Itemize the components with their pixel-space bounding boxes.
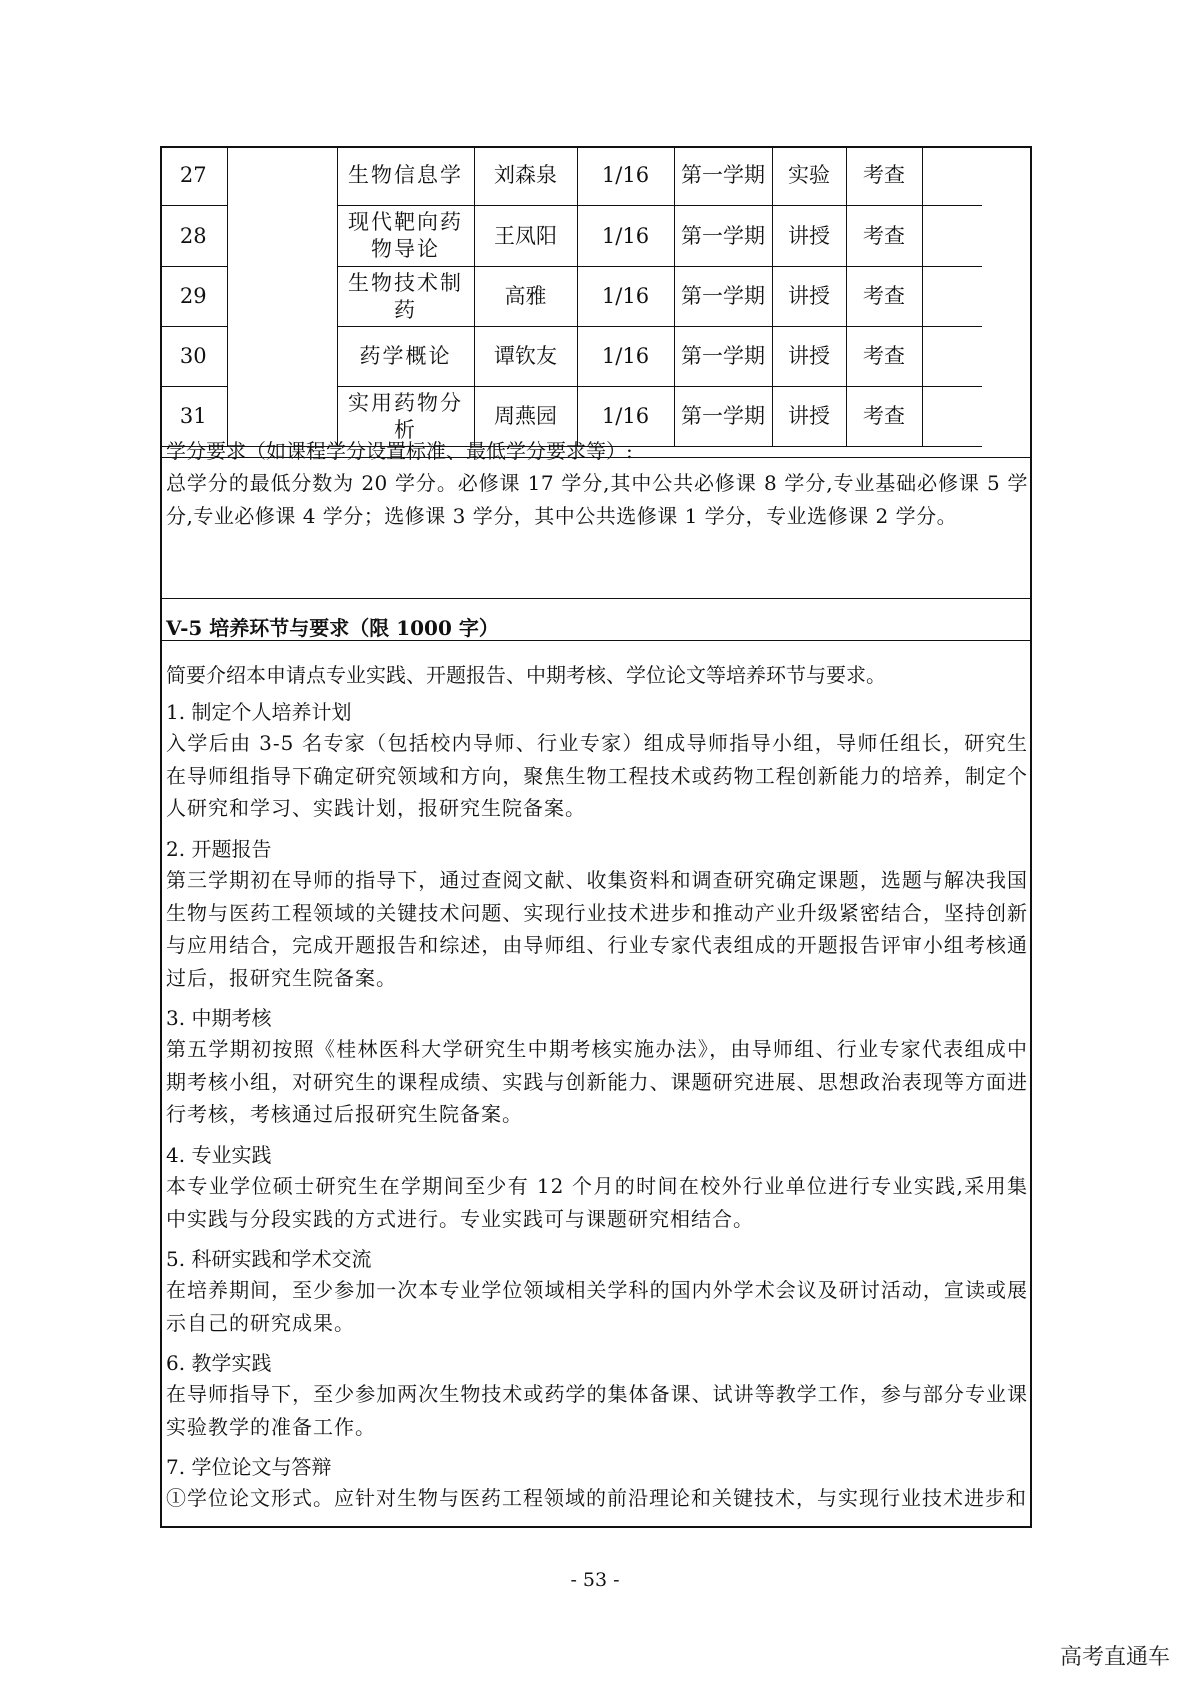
course-number: 31 xyxy=(160,387,227,447)
course-assessment: 考查 xyxy=(846,327,922,387)
item-heading-3: 3. 中期考核 xyxy=(166,1006,272,1030)
section-title: V-5 培养环节与要求（限 1000 字） xyxy=(166,616,499,640)
credit-requirements-text: 总学分的最低分数为 20 学分。必修课 17 学分,其中公共必修课 8 学分,专业基础必修课 5 学分,专业必修课 4 学分；选修课 3 学分，其中公共选修课 1 学分，专业选修课 2 学分。 xyxy=(166,471,1028,528)
item-heading-5: 5. 科研实践和学术交流 xyxy=(166,1247,372,1271)
item-text-1: 入学后由 3-5 名专家（包括校内导师、行业专家）组成导师指导小组，导师任组长，研究生在导师组指导下确定研究领域和方向，聚焦生物工程技术或药物工程创新能力的培养，制定个人研究和学习、实践计划，报研究生院备案。 xyxy=(166,731,1028,820)
table-row xyxy=(160,146,982,206)
course-method: 讲授 xyxy=(772,327,846,387)
course-assessment: 考查 xyxy=(846,267,922,327)
course-semester: 第一学期 xyxy=(674,146,772,206)
course-semester: 第一学期 xyxy=(674,267,772,327)
item-text-5: 在培养期间，至少参加一次本专业学位领域相关学科的国内外学术会议及研讨活动，宣读或展示自己的研究成果。 xyxy=(166,1278,1028,1335)
item-heading-6: 6. 教学实践 xyxy=(166,1351,272,1375)
course-credit-hours: 1/16 xyxy=(577,206,674,267)
course-name: 药学概论 xyxy=(337,327,474,387)
remarks-cell xyxy=(922,327,982,387)
course-name: 生物技术制药 xyxy=(337,267,474,327)
course-method: 讲授 xyxy=(772,387,846,447)
course-credit-hours: 1/16 xyxy=(577,387,674,447)
course-semester: 第一学期 xyxy=(674,327,772,387)
course-table xyxy=(160,146,982,447)
course-category-cell xyxy=(227,146,337,447)
course-teacher: 周燕园 xyxy=(474,387,577,447)
course-semester: 第一学期 xyxy=(674,206,772,267)
item-text-3: 第五学期初按照《桂林医科大学研究生中期考核实施办法》，由导师组、行业专家代表组成中期考核小组，对研究生的课程成绩、实践与创新能力、课题研究进展、思想政治表现等方面进行考核，考核通过后报研究生院备案。 xyxy=(166,1037,1028,1126)
section-intro: 简要介绍本申请点专业实践、开题报告、中期考核、学位论文等培养环节与要求。 xyxy=(166,663,886,687)
course-name: 生物信息学 xyxy=(337,146,474,206)
credit-requirements-heading: 学分要求（如课程学分设置标准、最低学分要求等）: xyxy=(166,439,633,463)
remarks-cell xyxy=(922,146,982,206)
item-heading-7: 7. 学位论文与答辩 xyxy=(166,1455,332,1479)
course-name: 实用药物分析 xyxy=(337,387,474,447)
item-text-4: 本专业学位硕士研究生在学期间至少有 12 个月的时间在校外行业单位进行专业实践,采用集中实践与分段实践的方式进行。专业实践可与课题研究相结合。 xyxy=(166,1174,1028,1231)
course-assessment: 考查 xyxy=(846,387,922,447)
course-teacher: 刘森泉 xyxy=(474,146,577,206)
course-method: 实验 xyxy=(772,146,846,206)
course-teacher: 高雅 xyxy=(474,267,577,327)
course-assessment: 考查 xyxy=(846,206,922,267)
course-number: 27 xyxy=(160,146,227,206)
remarks-cell xyxy=(922,267,982,327)
course-teacher: 王凤阳 xyxy=(474,206,577,267)
course-assessment: 考查 xyxy=(846,146,922,206)
item-text-6: 在导师指导下，至少参加两次生物技术或药学的集体备课、试讲等教学工作，参与部分专业课实验教学的准备工作。 xyxy=(166,1382,1028,1439)
section-title-rule xyxy=(160,640,1032,641)
course-teacher: 谭钦友 xyxy=(474,327,577,387)
item-heading-2: 2. 开题报告 xyxy=(166,837,272,861)
item-heading-4: 4. 专业实践 xyxy=(166,1143,272,1167)
course-credit-hours: 1/16 xyxy=(577,146,674,206)
course-number: 28 xyxy=(160,206,227,267)
course-credit-hours: 1/16 xyxy=(577,267,674,327)
course-method: 讲授 xyxy=(772,206,846,267)
remarks-cell xyxy=(922,206,982,267)
item-heading-1: 1. 制定个人培养计划 xyxy=(166,700,352,724)
course-name: 现代靶向药物导论 xyxy=(337,206,474,267)
section-top-rule xyxy=(160,598,1032,599)
item-text-7: ①学位论文形式。应针对生物与医药工程领域的前沿理论和关键技术，与实现行业技术进步和 xyxy=(166,1486,1027,1510)
course-number: 30 xyxy=(160,327,227,387)
course-credit-hours: 1/16 xyxy=(577,327,674,387)
page-number: - 53 - xyxy=(570,1569,620,1591)
course-method: 讲授 xyxy=(772,267,846,327)
course-number: 29 xyxy=(160,267,227,327)
watermark: 高考直通车 xyxy=(1059,1645,1170,1670)
course-semester: 第一学期 xyxy=(674,387,772,447)
item-text-2: 第三学期初在导师的指导下，通过查阅文献、收集资料和调查研究确定课题，选题与解决我国生物与医药工程领域的关键技术问题、实现行业技术进步和推动产业升级紧密结合，坚持创新与应用结合，完成开题报告和综述，由导师组、行业专家代表组成的开题报告评审小组考核通过后，报研究生院备案。 xyxy=(166,868,1028,990)
